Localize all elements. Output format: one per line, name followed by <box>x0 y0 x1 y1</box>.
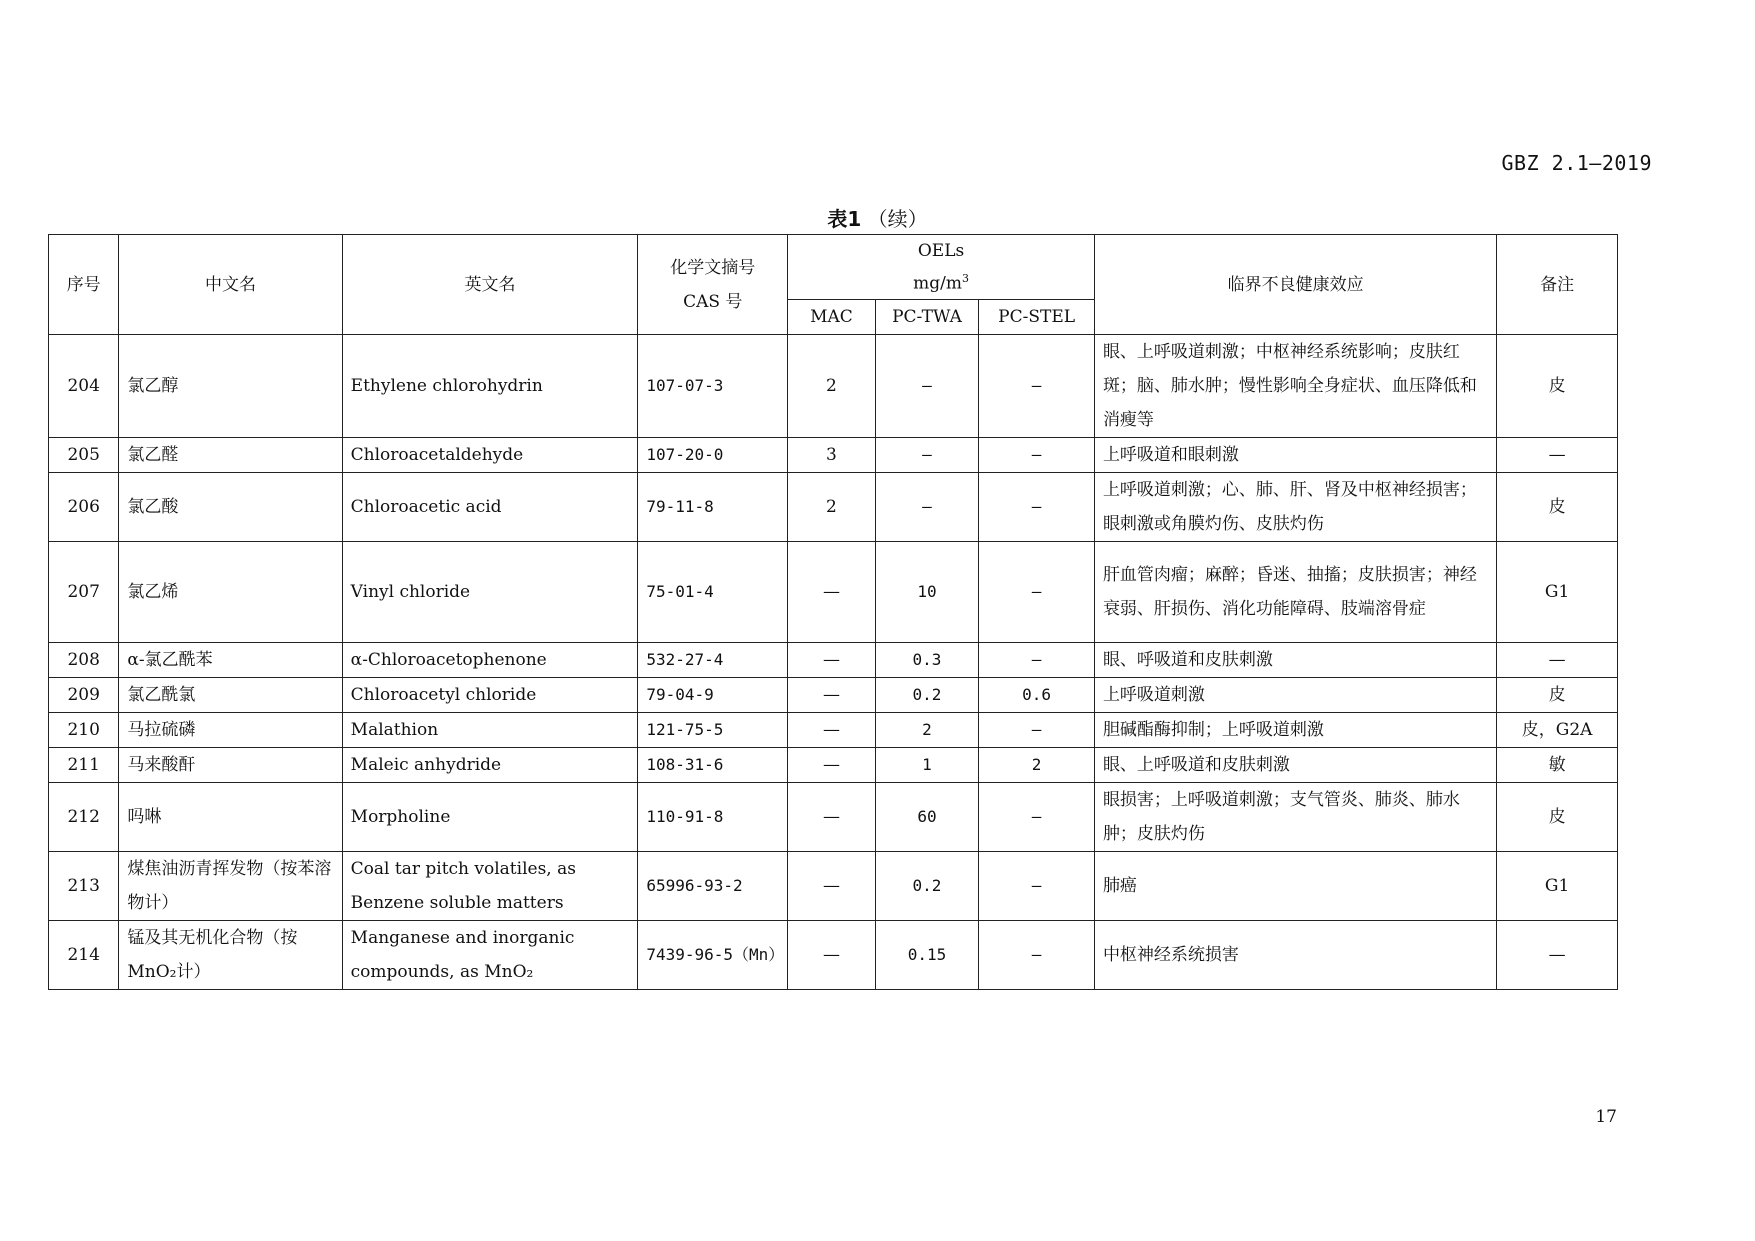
cell-notes: 皮 <box>1497 335 1618 438</box>
cell-cas: 108-31-6 <box>638 748 788 783</box>
table-row <box>49 713 1618 748</box>
cell-notes: 皮 <box>1497 473 1618 542</box>
table-title <box>0 203 1755 232</box>
cell-pc-twa: 60 <box>875 783 979 852</box>
cell-zh-name: 氯乙醛 <box>119 438 342 473</box>
header-pc-twa: PC-TWA <box>875 300 979 335</box>
cell-num: 212 <box>49 783 119 852</box>
cell-num: 213 <box>49 852 119 921</box>
header-zh-name: 中文名 <box>119 235 342 335</box>
cell-num: 208 <box>49 643 119 678</box>
table-row <box>49 783 1618 852</box>
cell-zh-name: 马来酸酐 <box>119 748 342 783</box>
cell-effects: 胆碱酯酶抑制；上呼吸道刺激 <box>1094 713 1496 748</box>
cell-pc-twa: 0.2 <box>875 852 979 921</box>
cell-pc-stel: — <box>979 713 1095 748</box>
cell-en-name: Manganese and inorganic compounds, as MnO₂ <box>342 921 638 990</box>
cell-en-name: Vinyl chloride <box>342 542 638 643</box>
cell-notes: 皮，G2A <box>1497 713 1618 748</box>
cell-num: 211 <box>49 748 119 783</box>
cell-notes: G1 <box>1497 852 1618 921</box>
cell-notes: 皮 <box>1497 678 1618 713</box>
cell-num: 206 <box>49 473 119 542</box>
cell-mac: 2 <box>788 335 876 438</box>
cell-num: 209 <box>49 678 119 713</box>
header-effects: 临界不良健康效应 <box>1094 235 1496 335</box>
header-oels-title: OELs <box>917 240 965 261</box>
cell-pc-twa: 0.2 <box>875 678 979 713</box>
cell-cas: 532-27-4 <box>638 643 788 678</box>
cell-en-name: Maleic anhydride <box>342 748 638 783</box>
cell-pc-twa: — <box>875 335 979 438</box>
cell-mac: — <box>788 678 876 713</box>
table-row <box>49 678 1618 713</box>
table-row <box>49 748 1618 783</box>
table-row <box>49 438 1618 473</box>
cell-effects: 眼、上呼吸道刺激；中枢神经系统影响；皮肤红斑；脑、肺水肿；慢性影响全身症状、血压降低和消瘦等 <box>1094 335 1496 438</box>
cell-effects: 肝血管肉瘤；麻醉；昏迷、抽搐；皮肤损害；神经衰弱、肝损伤、消化功能障碍、肢端溶骨症 <box>1094 542 1496 643</box>
cell-cas: 75-01-4 <box>638 542 788 643</box>
cell-mac: — <box>788 852 876 921</box>
header-num: 序号 <box>49 235 119 335</box>
cell-cas: 107-20-0 <box>638 438 788 473</box>
table-title-continued: （续） <box>867 207 928 231</box>
cell-notes: — <box>1497 438 1618 473</box>
cell-pc-twa: 2 <box>875 713 979 748</box>
cell-effects: 眼、呼吸道和皮肤刺激 <box>1094 643 1496 678</box>
cell-zh-name: 氯乙酸 <box>119 473 342 542</box>
cell-notes: — <box>1497 643 1618 678</box>
cell-cas: 79-11-8 <box>638 473 788 542</box>
cell-pc-twa: 0.3 <box>875 643 979 678</box>
cell-zh-name: α-氯乙酰苯 <box>119 643 342 678</box>
cell-mac: — <box>788 783 876 852</box>
cell-en-name: Coal tar pitch volatiles, as Benzene soluble matters <box>342 852 638 921</box>
cell-pc-twa: 0.15 <box>875 921 979 990</box>
cell-notes: — <box>1497 921 1618 990</box>
cell-pc-stel: — <box>979 783 1095 852</box>
cell-pc-twa: — <box>875 438 979 473</box>
oel-table <box>48 234 1618 990</box>
cell-num: 210 <box>49 713 119 748</box>
cell-zh-name: 锰及其无机化合物（按MnO₂计） <box>119 921 342 990</box>
header-oels-unit: $mg/m^3$ <box>913 271 969 294</box>
cell-pc-stel: — <box>979 921 1095 990</box>
cell-cas: 107-07-3 <box>638 335 788 438</box>
cell-cas: 65996-93-2 <box>638 852 788 921</box>
cell-num: 205 <box>49 438 119 473</box>
cell-pc-twa: 10 <box>875 542 979 643</box>
cell-pc-twa: — <box>875 473 979 542</box>
cell-mac: — <box>788 713 876 748</box>
cell-notes: 敏 <box>1497 748 1618 783</box>
cell-effects: 肺癌 <box>1094 852 1496 921</box>
page-number: 17 <box>1595 1107 1617 1127</box>
header-en-name: 英文名 <box>342 235 638 335</box>
cell-zh-name: 吗啉 <box>119 783 342 852</box>
cell-zh-name: 煤焦油沥青挥发物（按苯溶物计） <box>119 852 342 921</box>
cell-en-name: Malathion <box>342 713 638 748</box>
cell-en-name: Chloroacetic acid <box>342 473 638 542</box>
cell-zh-name: 氯乙醇 <box>119 335 342 438</box>
table-row <box>49 335 1618 438</box>
cell-num: 204 <box>49 335 119 438</box>
cell-en-name: Morpholine <box>342 783 638 852</box>
cell-cas: 110-91-8 <box>638 783 788 852</box>
header-cas-line2: CAS 号 <box>683 291 743 312</box>
cell-effects: 中枢神经系统损害 <box>1094 921 1496 990</box>
header-oels <box>788 235 1095 300</box>
cell-pc-stel: — <box>979 852 1095 921</box>
cell-pc-stel: — <box>979 542 1095 643</box>
table-row <box>49 852 1618 921</box>
cell-pc-twa: 1 <box>875 748 979 783</box>
cell-effects: 眼、上呼吸道和皮肤刺激 <box>1094 748 1496 783</box>
cell-mac: — <box>788 921 876 990</box>
header-notes: 备注 <box>1497 235 1618 335</box>
table-row <box>49 542 1618 643</box>
cell-effects: 上呼吸道刺激 <box>1094 678 1496 713</box>
table-row <box>49 643 1618 678</box>
cell-en-name: α-Chloroacetophenone <box>342 643 638 678</box>
cell-effects: 眼损害；上呼吸道刺激；支气管炎、肺炎、肺水肿；皮肤灼伤 <box>1094 783 1496 852</box>
cell-mac: — <box>788 643 876 678</box>
cell-effects: 上呼吸道刺激；心、肺、肝、肾及中枢神经损害；眼刺激或角膜灼伤、皮肤灼伤 <box>1094 473 1496 542</box>
cell-pc-stel: 2 <box>979 748 1095 783</box>
cell-effects: 上呼吸道和眼刺激 <box>1094 438 1496 473</box>
cell-num: 207 <box>49 542 119 643</box>
cell-cas: 121-75-5 <box>638 713 788 748</box>
cell-en-name: Chloroacetaldehyde <box>342 438 638 473</box>
cell-mac: 3 <box>788 438 876 473</box>
cell-pc-stel: — <box>979 335 1095 438</box>
standard-code: GBZ 2.1—2019 <box>1501 151 1652 175</box>
cell-zh-name: 马拉硫磷 <box>119 713 342 748</box>
cell-mac: — <box>788 748 876 783</box>
table-row <box>49 921 1618 990</box>
table-row <box>49 473 1618 542</box>
cell-pc-stel: — <box>979 473 1095 542</box>
cell-pc-stel: 0.6 <box>979 678 1095 713</box>
header-cas <box>638 235 788 335</box>
cell-pc-stel: — <box>979 643 1095 678</box>
cell-zh-name: 氯乙酰氯 <box>119 678 342 713</box>
cell-mac: 2 <box>788 473 876 542</box>
header-mac: MAC <box>788 300 876 335</box>
cell-pc-stel: — <box>979 438 1095 473</box>
cell-mac: — <box>788 542 876 643</box>
cell-zh-name: 氯乙烯 <box>119 542 342 643</box>
header-pc-stel: PC-STEL <box>979 300 1095 335</box>
cell-num: 214 <box>49 921 119 990</box>
table-header <box>49 235 1618 335</box>
table-title-label: 表1 <box>827 207 862 231</box>
cell-en-name: Ethylene chlorohydrin <box>342 335 638 438</box>
cell-cas: 79-04-9 <box>638 678 788 713</box>
cell-en-name: Chloroacetyl chloride <box>342 678 638 713</box>
table-body <box>49 335 1618 990</box>
cell-cas: 7439-96-5（Mn） <box>638 921 788 990</box>
cell-notes: G1 <box>1497 542 1618 643</box>
header-cas-line1: 化学文摘号 <box>670 257 756 278</box>
cell-notes: 皮 <box>1497 783 1618 852</box>
